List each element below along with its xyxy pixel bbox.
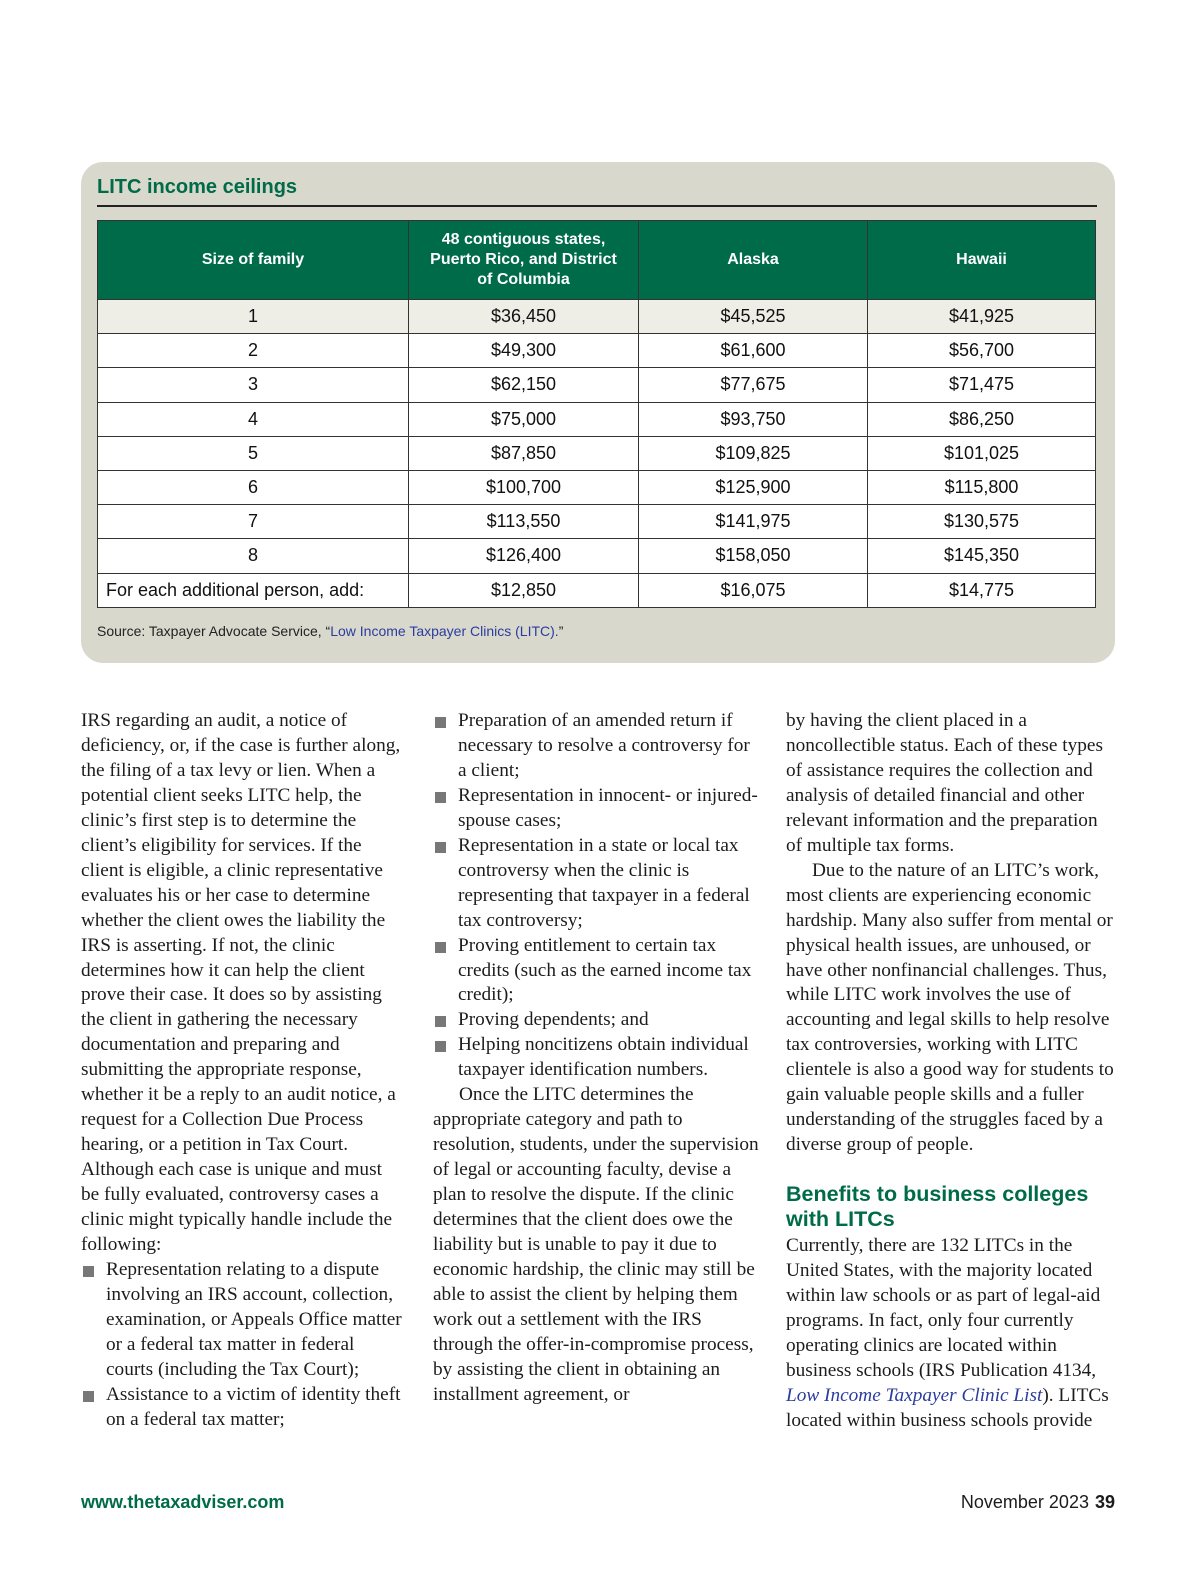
list-item: Representation in innocent- or injured-spouse cases; — [433, 784, 763, 834]
cell-alaska: $141,975 — [639, 505, 868, 539]
cell-family-size: 1 — [98, 300, 409, 334]
cell-hawaii: $101,025 — [868, 436, 1096, 470]
footer-date: November 2023 — [960, 1492, 1089, 1512]
cell-family-size: 5 — [98, 436, 409, 470]
cell-alaska: $61,600 — [639, 334, 868, 368]
header-alaska: Alaska — [639, 221, 868, 300]
paragraph-text: ). LITCs located within business schools provide — [786, 1384, 1109, 1431]
cell-hawaii: $115,800 — [868, 470, 1096, 504]
page-number: 39 — [1094, 1492, 1115, 1512]
source-prefix: Source: Taxpayer Advocate Service, “ — [97, 622, 331, 639]
cell-alaska: $158,050 — [639, 539, 868, 573]
box-title: LITC income ceilings — [97, 176, 298, 198]
source-note — [97, 623, 1097, 639]
cell-48-states: $62,150 — [409, 368, 639, 402]
table-row — [98, 402, 1096, 436]
cell-family-size: 7 — [98, 505, 409, 539]
column-3 — [786, 709, 1116, 1434]
paragraph: Once the LITC determines the appropriate category and path to resolution, students, under the supervision of legal or accounting faculty, devise a plan to resolve the dispute. If the clinic determines that the client does owe the liability but is unable to pay it due to economic hardship, the clinic may still be able to assist the client by helping them work out a settlement with the IRS through the offer-in-compromise process, by assisting the client in obtaining an installment agreement, or — [433, 1084, 759, 1405]
cell-alaska: $16,075 — [639, 573, 868, 607]
cell-48-states: $49,300 — [409, 334, 639, 368]
list-item: Proving dependents; and — [433, 1008, 763, 1033]
list-item: Helping noncitizens obtain individual taxpayer identification numbers. — [433, 1033, 763, 1083]
cell-48-states: $36,450 — [409, 300, 639, 334]
table-row — [98, 436, 1096, 470]
cell-hawaii: $145,350 — [868, 539, 1096, 573]
source-link[interactable]: Low Income Taxpayer Clinics (LITC). — [330, 622, 559, 639]
cell-hawaii: $130,575 — [868, 505, 1096, 539]
cell-alaska: $109,825 — [639, 436, 868, 470]
table-row — [98, 368, 1096, 402]
table-row — [98, 505, 1096, 539]
paragraph-text: Currently, there are 132 LITCs in the United States, with the majority located within law schools or as part of legal-aid programs. In fact, only four currently operating clinics are located within business schools (IRS Publication 4134, — [786, 1235, 1101, 1381]
table-row — [98, 300, 1096, 334]
cell-family-size: 6 — [98, 470, 409, 504]
paragraph: IRS regarding an audit, a notice of deficiency, or, if the case is further along, the filing of a tax levy or lien. When a potential client seeks LITC help, the clinic’s first step is to determine the client’s eligibility for services. If the client is eligible, a clinic representative evaluates his or her case to determine whether the client owes the liability the IRS is asserting. If not, the clinic determines how it can help the client prove their case. It does so by assisting the client in gathering the necessary documentation and preparing and submitting the appropriate response, whether it be a reply to an audit notice, a request for a Collection Due Process hearing, or a petition in Tax Court. Although each case is unique and must be fully evaluated, controversy cases a clinic might typically handle include the following: — [81, 710, 401, 1256]
cell-48-states: $12,850 — [409, 573, 639, 607]
cell-48-states: $126,400 — [409, 539, 639, 573]
cell-alaska: $93,750 — [639, 402, 868, 436]
paragraph: by having the client placed in a noncollectible status. Each of these types of assistance requires the collection and analysis of detailed financial and other relevant information and the preparation of multiple tax forms. — [786, 710, 1103, 856]
source-suffix: ” — [558, 622, 564, 639]
income-ceilings-box — [81, 162, 1115, 663]
publication-link[interactable]: Low Income Taxpayer Clinic List — [786, 1384, 1043, 1406]
cell-family-size: 3 — [98, 368, 409, 402]
column-2 — [433, 709, 763, 1408]
footer-date-page — [961, 1492, 1115, 1513]
cell-alaska: $77,675 — [639, 368, 868, 402]
title-rule — [97, 205, 1097, 207]
cell-alaska: $125,900 — [639, 470, 868, 504]
header-48-states: 48 contiguous states, Puerto Rico, and District of Columbia — [409, 221, 639, 300]
header-hawaii: Hawaii — [868, 221, 1096, 300]
cell-hawaii: $14,775 — [868, 573, 1096, 607]
paragraph — [786, 1234, 1116, 1434]
cell-hawaii: $86,250 — [868, 402, 1096, 436]
cell-48-states: $100,700 — [409, 470, 639, 504]
table-row — [98, 470, 1096, 504]
cell-family-size: 2 — [98, 334, 409, 368]
column-1 — [81, 709, 403, 1433]
section-heading: Benefits to business colleges with LITCs — [786, 1182, 1089, 1231]
list-item: Assistance to a victim of identity theft on a federal tax matter; — [81, 1383, 403, 1433]
cell-alaska: $45,525 — [639, 300, 868, 334]
table-header-row — [98, 221, 1096, 300]
income-ceilings-table — [97, 220, 1096, 608]
table-row — [98, 539, 1096, 573]
table-row-additional-person — [98, 573, 1096, 607]
list-item: Representation relating to a dispute involving an IRS account, collection, examination, or Appeals Office matter or a federal tax matter in federal courts (including the Tax Court); — [81, 1258, 403, 1383]
cell-48-states: $113,550 — [409, 505, 639, 539]
cell-family-size: 8 — [98, 539, 409, 573]
list-item: Representation in a state or local tax controversy when the clinic is representing that taxpayer in a federal tax controversy; — [433, 834, 763, 934]
paragraph: Due to the nature of an LITC’s work, most clients are experiencing economic hardship. Many also suffer from mental or physical health issues, are unhoused, or have other nonfinancial challenges. Thus, while LITC work involves the use of accounting and legal skills to help resolve tax controversies, working with LITC clientele is also a good way for students to gain valuable people skills and a fuller understanding of the struggles faced by a diverse group of people. — [786, 859, 1114, 1156]
cell-48-states: $75,000 — [409, 402, 639, 436]
footer-website[interactable]: www.thetaxadviser.com — [81, 1492, 285, 1512]
cell-48-states: $87,850 — [409, 436, 639, 470]
cell-hawaii: $71,475 — [868, 368, 1096, 402]
table-row — [98, 334, 1096, 368]
list-item: Proving entitlement to certain tax credits (such as the earned income tax credit); — [433, 934, 763, 1009]
cell-hawaii: $41,925 — [868, 300, 1096, 334]
header-size-of-family: Size of family — [98, 221, 409, 300]
cell-hawaii: $56,700 — [868, 334, 1096, 368]
cell-additional-label: For each additional person, add: — [98, 573, 409, 607]
cell-family-size: 4 — [98, 402, 409, 436]
list-item: Preparation of an amended return if necessary to resolve a controversy for a client; — [433, 709, 763, 784]
